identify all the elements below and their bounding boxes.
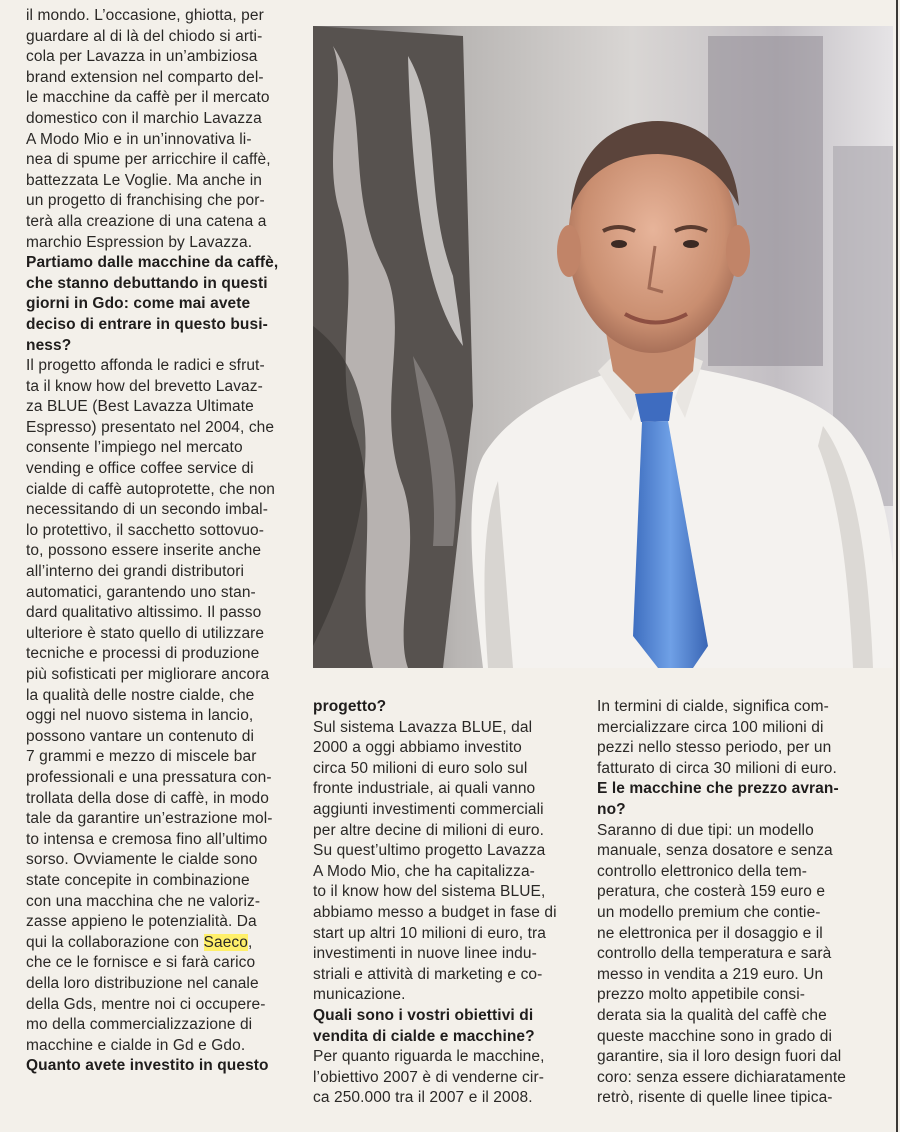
text-line: A Modo Mio e in un’innovativa li- bbox=[26, 130, 252, 148]
text-line: un progetto di franchising che por- bbox=[26, 192, 265, 210]
text-line: tale da garantire un’estrazione mol- bbox=[26, 810, 273, 828]
text-line: più sofisticati per migliorare ancora bbox=[26, 666, 270, 683]
text-line: dard qualitativo altissimo. Il passo bbox=[26, 604, 262, 622]
portrait-image bbox=[313, 26, 893, 668]
text-line: possono vantare un contenuto di bbox=[26, 727, 255, 745]
text-line: to intensa e cremosa fino all’ultimo bbox=[26, 830, 268, 848]
text-line: mercializzare circa 100 milioni di bbox=[597, 718, 824, 736]
text-line: derata sia la qualità del caffè che bbox=[597, 1006, 827, 1024]
text-line: A Modo Mio, che ha capitalizza- bbox=[313, 862, 535, 880]
text-line: controllo della temperatura e sarà bbox=[597, 945, 832, 963]
text-line: battezzata Le Voglie. Ma anche in bbox=[26, 171, 262, 189]
text-line: Per quanto riguarda le macchine, bbox=[313, 1048, 545, 1066]
text-line: le macchine da caffè per il mercato bbox=[26, 89, 270, 107]
text-line: la qualità delle nostre cialde, che bbox=[26, 686, 255, 704]
text-line: peratura, che costerà 159 euro e bbox=[597, 883, 826, 901]
question-line: Quanto avete investito in questo bbox=[26, 1057, 269, 1075]
text-line: state concepite in combinazione bbox=[26, 871, 250, 889]
text-line: messo in vendita a 219 euro. Un bbox=[597, 965, 824, 983]
text-line: municazione. bbox=[313, 986, 406, 1004]
text-line: Il progetto affonda le radici e sfrut- bbox=[26, 357, 265, 375]
text-line: domestico con il marchio Lavazza bbox=[26, 109, 262, 127]
text-line: cola per Lavazza in un’ambiziosa bbox=[26, 48, 258, 66]
text-line: per altre decine di milioni di euro. bbox=[313, 821, 545, 839]
question-line: ness? bbox=[26, 336, 72, 354]
text-column-3 bbox=[597, 697, 875, 1109]
text-line: prezzo molto appetibile consi- bbox=[597, 986, 806, 1004]
text-fragment: , bbox=[247, 933, 253, 951]
text-line: to il know how del sistema BLUE, bbox=[313, 883, 546, 901]
text-line: start up altri 10 milioni di euro, tra bbox=[313, 924, 546, 942]
text-column-1 bbox=[26, 6, 288, 1077]
text-line: lo protettivo, il sacchetto sottovuo- bbox=[26, 521, 265, 539]
text-line: queste macchine sono in grado di bbox=[597, 1027, 832, 1045]
highlighted-word: Saeco bbox=[203, 933, 248, 951]
text-line: to, possono essere inserite anche bbox=[26, 542, 262, 560]
text-line: retrò, risente di quelle linee tipica- bbox=[597, 1089, 833, 1107]
text-line: za BLUE (Best Lavazza Ultimate bbox=[26, 398, 254, 416]
text-line: coro: senza essere dichiaratamente bbox=[597, 1068, 846, 1086]
text-line: 7 grammi e mezzo di miscele bar bbox=[26, 748, 257, 766]
text-line: Saranno di due tipi: un modello bbox=[597, 821, 814, 839]
text-line: circa 50 milioni di euro solo sul bbox=[313, 759, 528, 777]
text-line: che ce le fornisce e si farà carico bbox=[26, 954, 256, 972]
page-edge-rule bbox=[896, 0, 898, 1132]
question-line: no? bbox=[597, 800, 626, 818]
text-line: cialde di caffè autoprotette, che non bbox=[26, 480, 276, 498]
text-line: vending e office coffee service di bbox=[26, 460, 254, 478]
text-line bbox=[26, 933, 288, 954]
text-line: manuale, senza dosatore e senza bbox=[597, 842, 833, 860]
question-line: che stanno debuttando in questi bbox=[26, 274, 268, 292]
text-line: nea di spume per arricchire il caffè, bbox=[26, 151, 271, 169]
interview-photo bbox=[313, 26, 893, 668]
text-line: fronte industriale, ai quali vanno bbox=[313, 780, 536, 798]
text-line: marchio Espression by Lavazza. bbox=[26, 233, 253, 251]
text-column-2 bbox=[313, 697, 575, 1109]
question-line: E le macchine che prezzo avran- bbox=[597, 780, 839, 798]
question-line: Quali sono i vostri obiettivi di bbox=[313, 1006, 534, 1024]
text-line: tecniche e processi di produzione bbox=[26, 645, 260, 663]
text-line: automatici, garantendo uno stan- bbox=[26, 583, 256, 601]
text-line: guardare al di là del chiodo si arti- bbox=[26, 27, 263, 45]
text-line: consente l’impiego nel mercato bbox=[26, 439, 243, 457]
text-line: controllo elettronico della tem- bbox=[597, 862, 807, 880]
text-line: Su quest’ultimo progetto Lavazza bbox=[313, 842, 546, 860]
text-line: Espresso) presentato nel 2004, che bbox=[26, 418, 275, 436]
text-line: con una macchina che ne valoriz- bbox=[26, 892, 261, 910]
text-line: macchine e cialde in Gd e Gdo. bbox=[26, 1036, 246, 1054]
text-line: oggi nel nuovo sistema in lancio, bbox=[26, 707, 254, 725]
text-line: abbiamo messo a budget in fase di bbox=[313, 903, 557, 921]
text-line: professionali e una pressatura con- bbox=[26, 768, 272, 786]
text-line: ulteriore è stato quello di utilizzare bbox=[26, 624, 265, 642]
text-line: della loro distribuzione nel canale bbox=[26, 974, 259, 992]
text-line: striali e attività di marketing e co- bbox=[313, 965, 543, 983]
text-line: investimenti in nuove linee indu- bbox=[313, 945, 537, 963]
text-fragment: qui la collaborazione con bbox=[26, 933, 204, 951]
text-line: trollata della dose di caffè, in modo bbox=[26, 789, 269, 807]
text-line: della Gds, mentre noi ci occupere- bbox=[26, 995, 266, 1013]
text-line: In termini di cialde, significa com- bbox=[597, 698, 829, 715]
text-line: un modello premium che contie- bbox=[597, 903, 821, 921]
text-line: ne elettronica per il dosaggio e il bbox=[597, 924, 823, 942]
text-line: 2000 a oggi abbiamo investito bbox=[313, 739, 522, 757]
text-line: Sul sistema Lavazza BLUE, dal bbox=[313, 718, 533, 736]
text-line: ta il know how del brevetto Lavaz- bbox=[26, 377, 263, 395]
text-line: aggiunti investimenti commerciali bbox=[313, 800, 544, 818]
text-line: brand extension nel comparto del- bbox=[26, 68, 264, 86]
question-line: deciso di entrare in questo busi- bbox=[26, 315, 268, 333]
question-line: vendita di cialde e macchine? bbox=[313, 1027, 535, 1045]
text-line: garantire, sia il loro design fuori dal bbox=[597, 1048, 842, 1066]
text-line: necessitando di un secondo imbal- bbox=[26, 501, 268, 519]
question-line: Partiamo dalle macchine da caffè, bbox=[26, 254, 279, 272]
text-line: pezzi nello stesso periodo, per un bbox=[597, 739, 832, 757]
text-line: mo della commercializzazione di bbox=[26, 1016, 253, 1034]
text-line: terà alla creazione di una catena a bbox=[26, 212, 267, 230]
text-line: fatturato di circa 30 milioni di euro. bbox=[597, 759, 837, 777]
text-line: il mondo. L’occasione, ghiotta, per bbox=[26, 7, 264, 24]
text-line: ca 250.000 tra il 2007 e il 2008. bbox=[313, 1089, 533, 1107]
question-line: progetto? bbox=[313, 698, 387, 715]
text-line: l’obiettivo 2007 è di venderne cir- bbox=[313, 1068, 544, 1086]
text-line: zasse appieno le potenzialità. Da bbox=[26, 913, 257, 931]
question-line: giorni in Gdo: come mai avete bbox=[26, 295, 251, 313]
text-line: all’interno dei grandi distributori bbox=[26, 563, 245, 581]
text-line: sorso. Ovviamente le cialde sono bbox=[26, 851, 258, 869]
